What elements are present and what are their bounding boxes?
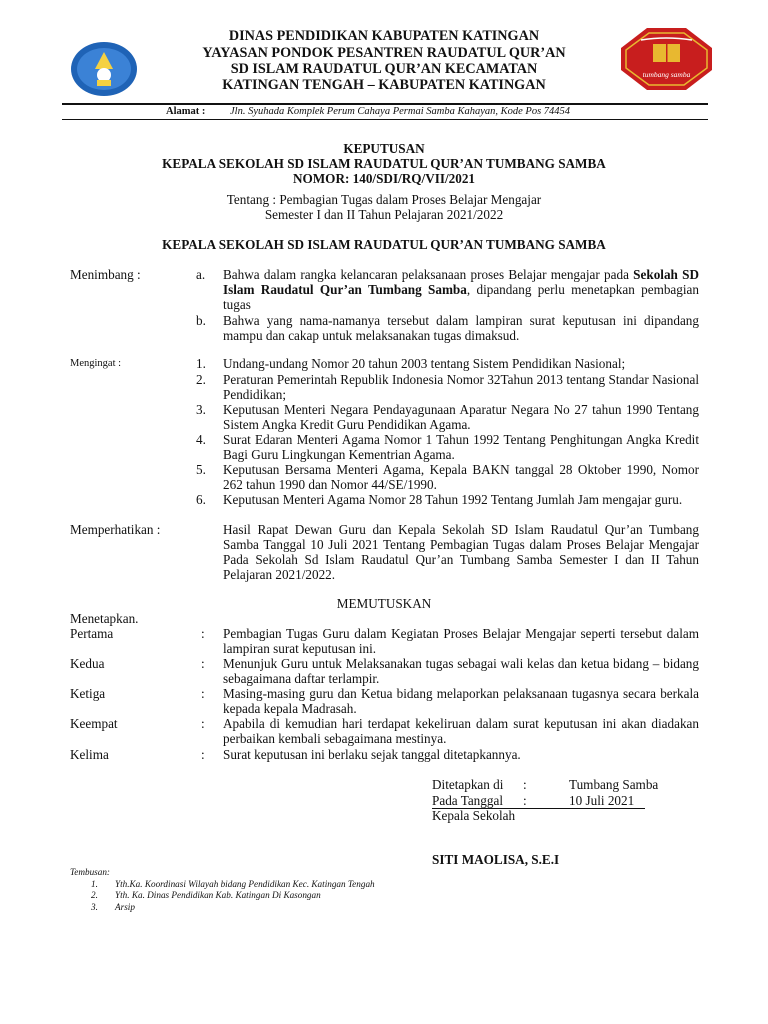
header-divider-thin [62, 119, 708, 120]
address-value: Jln. Syuhada Komplek Perum Cahaya Permai Samba Kahayan, Kode Pos 74454 [230, 106, 571, 117]
signer-position: Kepala Sekolah [432, 808, 516, 823]
mengingat-mark-6: 6. [196, 492, 206, 507]
tembusan-mark-2: 2. [91, 890, 98, 900]
decree-title: KEPUTUSAN [343, 141, 425, 156]
tembusan-mark-1: 1. [91, 879, 98, 889]
date-label: Pada Tanggal [432, 793, 503, 808]
tembusan-item-1: Yth.Ka. Koordinasi Wilayah bidang Pendidikan Kec. Katingan Tengah [115, 879, 375, 889]
tembusan-item-2: Yth. Ka. Dinas Pendidikan Kab. Katingan Di Kasongan [115, 890, 321, 900]
menetapkan-kedua-text: Menunjuk Guru untuk Melaksanakan tugas sebagai wali kelas dan ketua bidang – bidang sebagaimana daftar terlampir. [223, 656, 699, 686]
menetapkan-kelima-label: Kelima [70, 747, 109, 762]
menetapkan-kedua-label: Kedua [70, 656, 105, 671]
decree-about-2: Semester I dan II Tahun Pelajaran 2021/2022 [264, 207, 504, 222]
tembusan-item-3: Arsip [115, 902, 135, 912]
mengingat-mark-4: 4. [196, 432, 206, 447]
menimbang-label: Menimbang : [70, 267, 141, 282]
menetapkan-ketiga-colon: : [201, 686, 205, 701]
mengingat-item-4: Surat Edaran Menteri Agama Nomor 1 Tahun 1992 Tentang Penghitungan Angka Kredit Bagi Guru Lingkungan Kementrian Agama. [223, 432, 699, 462]
mengingat-mark-1: 1. [196, 356, 206, 371]
address-label: Alamat : [166, 106, 206, 117]
school-logo-icon [619, 26, 714, 92]
menetapkan-kelima-text: Surat keputusan ini berlaku sejak tanggal ditetapkannya. [223, 747, 521, 762]
menimbang-mark-a: a. [196, 267, 206, 282]
school-logo-text: tumbang samba [642, 70, 691, 79]
signer-name: SITI MAOLISA, S.E.I [432, 852, 560, 867]
header-line-3: SD ISLAM RAUDATUL QUR’AN KECAMATAN [230, 61, 538, 77]
mengingat-mark-2: 2. [196, 372, 206, 387]
menetapkan-pertama-colon: : [201, 626, 205, 641]
menetapkan-pertama-text: Pembagian Tugas Guru dalam Kegiatan Proses Belajar Mengajar seperti tersebut dalam lampiran surat keputusan ini. [223, 626, 699, 656]
memutuskan-heading: MEMUTUSKAN [336, 596, 432, 611]
mengingat-item-5: Keputusan Bersama Menteri Agama, Kepala BAKN tanggal 28 Oktober 1990, Nomor 262 tahun 1990 dan Nomor 44/SE/1990. [223, 462, 699, 492]
mengingat-mark-3: 3. [196, 402, 206, 417]
menimbang-item-a-text-end: , dipandang perlu menetapkan pembagian tugas [223, 282, 699, 312]
menetapkan-keempat-colon: : [201, 716, 205, 731]
memperhatikan-text: Hasil Rapat Dewan Guru dan Kepala Sekolah SD Islam Raudatul Qur’an Tumbang Samba Tanggal 10 Juli 2021 Tentang Pembagian Tugas dalam Proses Belajar Mengajar Pada Sekolah Sd Islam Raudatul Qur’an Tumbang Samba Semester I dan II Tahun Pelajaran 2021/2022. [223, 522, 699, 582]
menetapkan-pertama-label: Pertama [70, 626, 114, 641]
tembusan-mark-3: 3. [91, 902, 98, 912]
header-line-2: YAYASAN PONDOK PESANTREN RAUDATUL QUR’AN [202, 45, 566, 61]
header-line-4: KATINGAN TENGAH – KABUPATEN KATINGAN [222, 77, 546, 93]
menimbang-item-a-school: Sekolah SD Islam Raudatul Qur’an Tumbang Samba [223, 267, 699, 297]
menetapkan-ketiga-text: Masing-masing guru dan Ketua bidang melaporkan pelaksanaan tugasnya secara berkala kepada kepala Madrasah. [223, 686, 699, 716]
place-label: Ditetapkan di [432, 777, 504, 792]
header-divider-thick [62, 103, 708, 105]
header-line-1: DINAS PENDIDIKAN KABUPATEN KATINGAN [228, 28, 540, 44]
decree-number: NOMOR: 140/SDI/RQ/VII/2021 [292, 171, 476, 186]
place-colon: : [523, 777, 527, 792]
mengingat-item-2: Peraturan Pemerintah Republik Indonesia Nomor 32Tahun 2013 tentang Standar Nasional Pendidikan; [223, 372, 699, 402]
menimbang-mark-b: b. [196, 313, 206, 328]
mengingat-label: Mengingat : [70, 358, 122, 369]
memperhatikan-label: Memperhatikan : [70, 522, 161, 537]
menetapkan-keempat-text: Apabila di kemudian hari terdapat kekeliruan dalam surat keputusan ini akan diadakan perbaikan kembali sebagaimana mestinya. [223, 716, 699, 746]
date-colon: : [523, 793, 527, 808]
decree-heading: KEPALA SEKOLAH SD ISLAM RAUDATUL QUR’AN TUMBANG SAMBA [162, 237, 606, 252]
menetapkan-kedua-colon: : [201, 656, 205, 671]
mengingat-mark-5: 5. [196, 462, 206, 477]
tembusan-label: Tembusan: [70, 867, 110, 877]
decree-about-1: Tentang : Pembagian Tugas dalam Proses Belajar Mengajar [226, 192, 542, 207]
menetapkan-keempat-label: Keempat [70, 716, 118, 731]
place-value: Tumbang Samba [569, 777, 659, 792]
school-logo-shape-icon [619, 26, 714, 92]
mengingat-item-6: Keputusan Menteri Agama Nomor 28 Tahun 1992 Tentang Jumlah Jam mengajar guru. [223, 492, 683, 507]
menimbang-item-a [223, 267, 699, 312]
menetapkan-label: Menetapkan. [70, 611, 139, 626]
decree-issuer: KEPALA SEKOLAH SD ISLAM RAUDATUL QUR’AN TUMBANG SAMBA [162, 156, 606, 171]
menetapkan-ketiga-label: Ketiga [70, 686, 106, 701]
mengingat-item-3: Keputusan Menteri Negara Pendayagunaan Aparatur Negara No 27 tahun 1990 Tentang Sistem Angka Kredit Guru Pendidikan Agama. [223, 402, 699, 432]
menimbang-item-b: Bahwa yang nama-namanya tersebut dalam lampiran surat keputusan ini dipandang mampu dan cakap untuk melaksanakan tugas dimaksud. [223, 313, 699, 343]
mengingat-item-1: Undang-undang Nomor 20 tahun 2003 tentang Sistem Pendidikan Nasional; [223, 356, 626, 371]
date-value: 10 Juli 2021 [569, 793, 635, 808]
menetapkan-kelima-colon: : [201, 747, 205, 762]
menimbang-item-a-text: Bahwa dalam rangka kelancaran pelaksanaan proses Belajar mengajar pada [223, 267, 634, 282]
